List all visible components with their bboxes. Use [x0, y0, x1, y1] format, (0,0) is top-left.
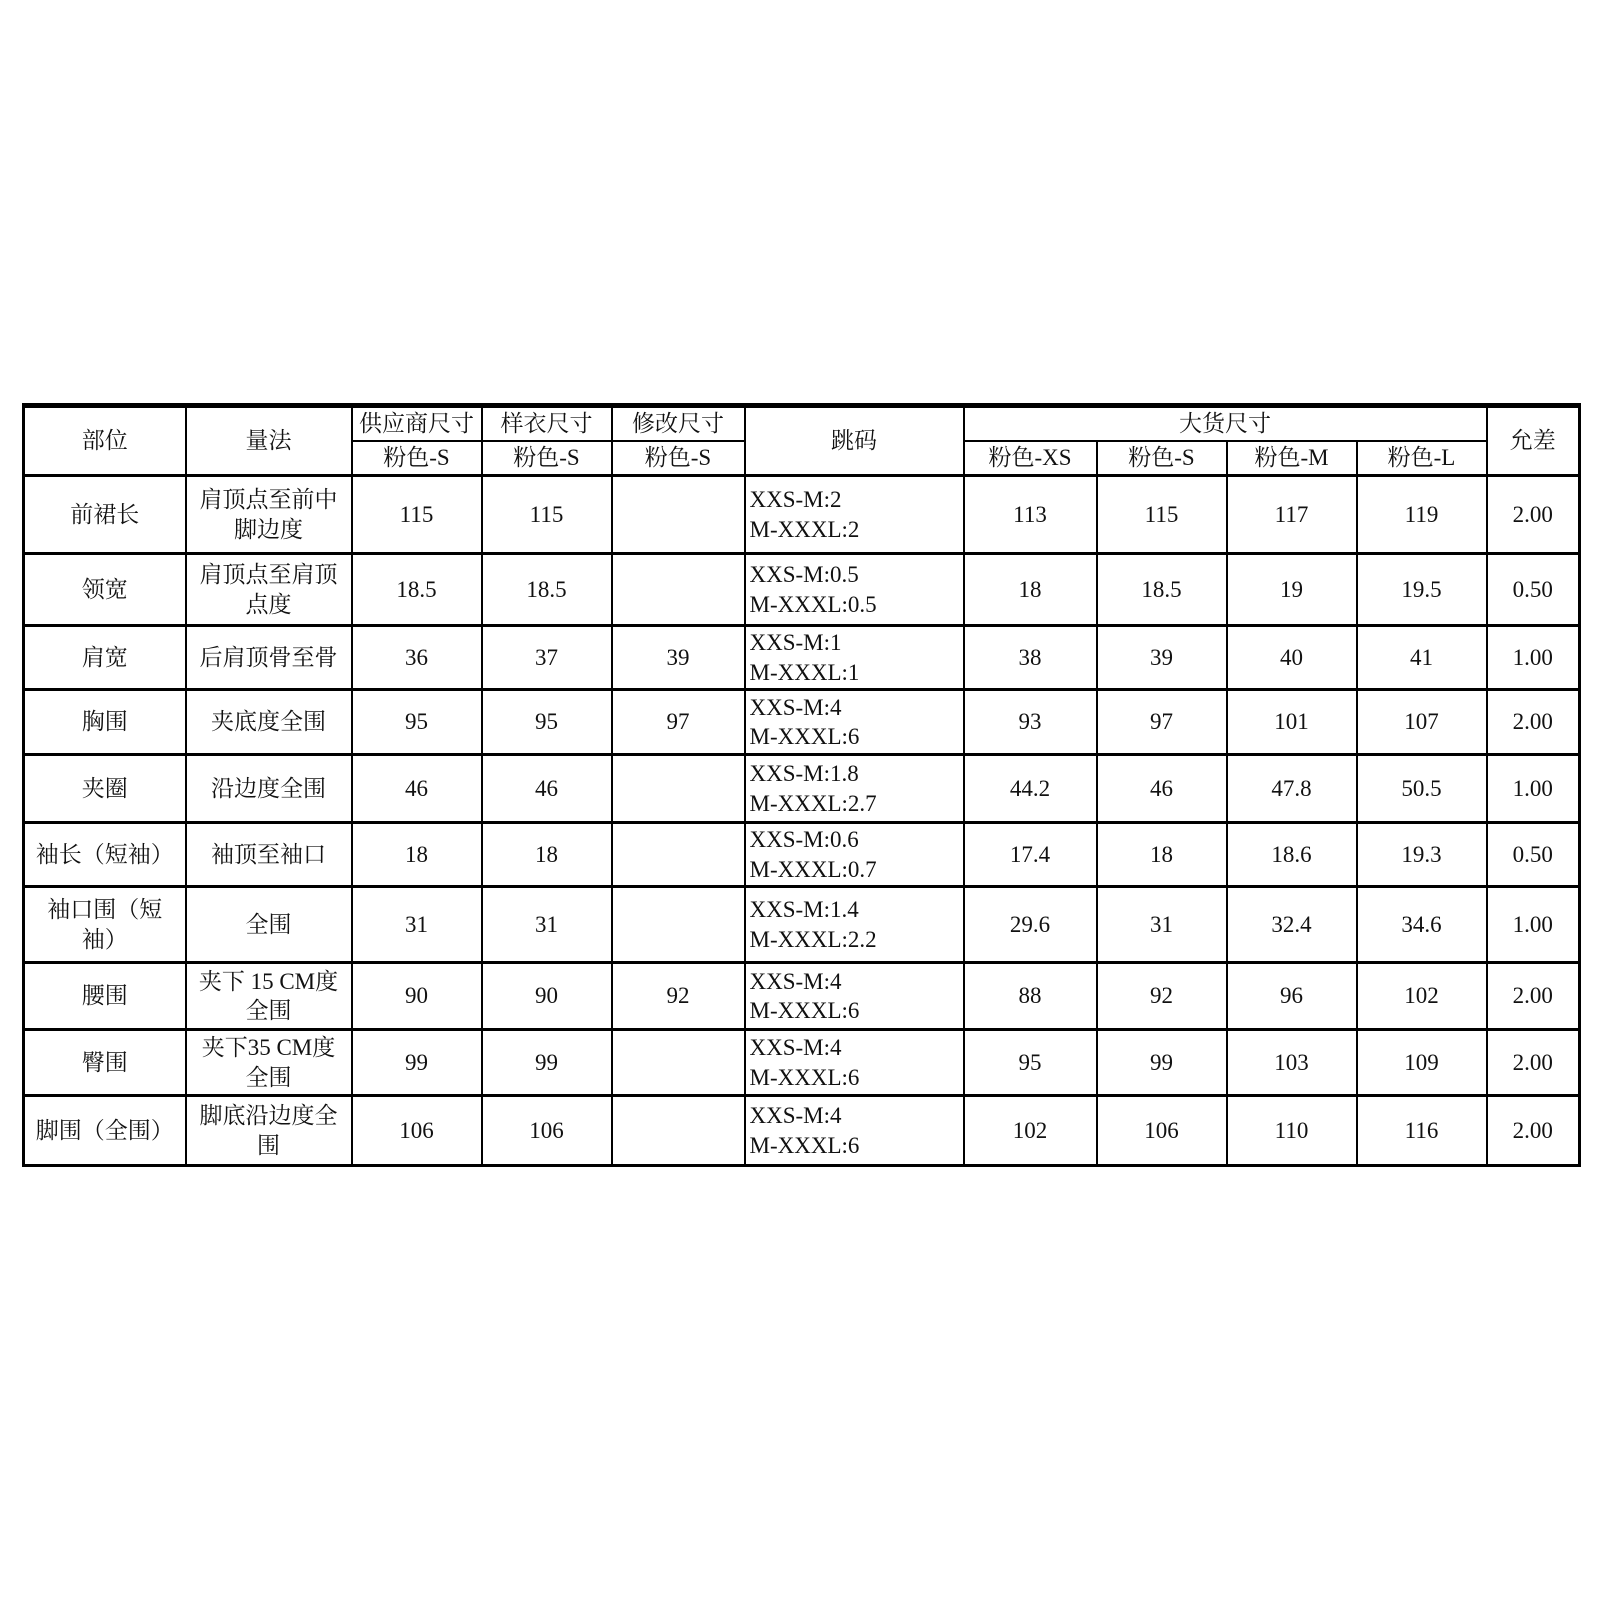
cell-method: 后肩顶骨至骨: [186, 626, 352, 690]
cell-tolerance: 1.00: [1487, 626, 1580, 690]
header-tolerance: 允差: [1487, 406, 1580, 476]
cell-tolerance: 0.50: [1487, 823, 1580, 887]
header-grading: 跳码: [745, 406, 964, 476]
cell-sample-size: 46: [482, 755, 612, 823]
cell-supplier-size: 46: [352, 755, 482, 823]
cell-supplier-size: 18: [352, 823, 482, 887]
cell-bulk-xs: 44.2: [964, 755, 1097, 823]
cell-bulk-l: 41: [1357, 626, 1487, 690]
cell-modified-size: [612, 1030, 745, 1096]
header-modified-size: 修改尺寸: [612, 406, 745, 441]
cell-method: 夹底度全围: [186, 690, 352, 755]
cell-method: 肩顶点至前中 脚边度: [186, 476, 352, 554]
cell-bulk-m: 101: [1227, 690, 1357, 755]
cell-method: 肩顶点至肩顶 点度: [186, 554, 352, 626]
cell-sample-size: 99: [482, 1030, 612, 1096]
table-row: [24, 1096, 1580, 1166]
cell-part: 袖口围（短 袖）: [24, 887, 186, 963]
table-row: [24, 963, 1580, 1030]
cell-part: 腰围: [24, 963, 186, 1030]
cell-bulk-l: 34.6: [1357, 887, 1487, 963]
cell-sample-size: 18: [482, 823, 612, 887]
cell-part: 脚围（全围）: [24, 1096, 186, 1166]
cell-bulk-xs: 95: [964, 1030, 1097, 1096]
cell-grading: XXS-M:4 M-XXXL:6: [745, 963, 964, 1030]
cell-supplier-size: 31: [352, 887, 482, 963]
cell-bulk-xs: 18: [964, 554, 1097, 626]
cell-bulk-m: 103: [1227, 1030, 1357, 1096]
cell-bulk-l: 107: [1357, 690, 1487, 755]
cell-modified-size: 97: [612, 690, 745, 755]
cell-part: 臀围: [24, 1030, 186, 1096]
header-bulk-xs: 粉色-XS: [964, 441, 1097, 476]
cell-grading: XXS-M:0.5 M-XXXL:0.5: [745, 554, 964, 626]
cell-bulk-l: 116: [1357, 1096, 1487, 1166]
cell-grading: XXS-M:2 M-XXXL:2: [745, 476, 964, 554]
table-row: [24, 476, 1580, 554]
table-body: [24, 476, 1580, 1166]
header-sample-size: 样衣尺寸: [482, 406, 612, 441]
cell-bulk-l: 19.5: [1357, 554, 1487, 626]
cell-grading: XXS-M:1 M-XXXL:1: [745, 626, 964, 690]
cell-supplier-size: 18.5: [352, 554, 482, 626]
cell-tolerance: 2.00: [1487, 963, 1580, 1030]
cell-modified-size: [612, 823, 745, 887]
header-bulk-size: 大货尺寸: [964, 406, 1487, 441]
cell-bulk-m: 110: [1227, 1096, 1357, 1166]
cell-bulk-xs: 17.4: [964, 823, 1097, 887]
header-supplier-sub: 粉色-S: [352, 441, 482, 476]
cell-tolerance: 2.00: [1487, 1030, 1580, 1096]
cell-grading: XXS-M:1.4 M-XXXL:2.2: [745, 887, 964, 963]
cell-supplier-size: 115: [352, 476, 482, 554]
cell-part: 领宽: [24, 554, 186, 626]
cell-bulk-l: 109: [1357, 1030, 1487, 1096]
cell-tolerance: 1.00: [1487, 887, 1580, 963]
header-sample-sub: 粉色-S: [482, 441, 612, 476]
cell-grading: XXS-M:1.8 M-XXXL:2.7: [745, 755, 964, 823]
cell-bulk-l: 19.3: [1357, 823, 1487, 887]
cell-part: 袖长（短袖）: [24, 823, 186, 887]
cell-modified-size: [612, 554, 745, 626]
cell-bulk-s: 39: [1097, 626, 1227, 690]
table-row: [24, 823, 1580, 887]
cell-bulk-s: 99: [1097, 1030, 1227, 1096]
cell-bulk-xs: 38: [964, 626, 1097, 690]
table-row: [24, 554, 1580, 626]
cell-part: 肩宽: [24, 626, 186, 690]
table-row: [24, 887, 1580, 963]
cell-sample-size: 106: [482, 1096, 612, 1166]
cell-sample-size: 31: [482, 887, 612, 963]
header-bulk-m: 粉色-M: [1227, 441, 1357, 476]
cell-bulk-l: 50.5: [1357, 755, 1487, 823]
size-spec-table: [22, 403, 1581, 1167]
cell-bulk-xs: 113: [964, 476, 1097, 554]
cell-sample-size: 18.5: [482, 554, 612, 626]
cell-modified-size: [612, 476, 745, 554]
cell-bulk-s: 106: [1097, 1096, 1227, 1166]
cell-grading: XXS-M:4 M-XXXL:6: [745, 690, 964, 755]
cell-part: 前裙长: [24, 476, 186, 554]
cell-modified-size: 92: [612, 963, 745, 1030]
cell-sample-size: 115: [482, 476, 612, 554]
cell-bulk-s: 18.5: [1097, 554, 1227, 626]
header-bulk-s: 粉色-S: [1097, 441, 1227, 476]
cell-tolerance: 2.00: [1487, 1096, 1580, 1166]
cell-bulk-xs: 88: [964, 963, 1097, 1030]
cell-method: 沿边度全围: [186, 755, 352, 823]
cell-bulk-m: 40: [1227, 626, 1357, 690]
table-row: [24, 626, 1580, 690]
header-modified-sub: 粉色-S: [612, 441, 745, 476]
table-row: [24, 690, 1580, 755]
header-part: 部位: [24, 406, 186, 476]
cell-bulk-s: 115: [1097, 476, 1227, 554]
cell-supplier-size: 90: [352, 963, 482, 1030]
cell-grading: XXS-M:0.6 M-XXXL:0.7: [745, 823, 964, 887]
cell-sample-size: 95: [482, 690, 612, 755]
cell-bulk-m: 47.8: [1227, 755, 1357, 823]
cell-method: 全围: [186, 887, 352, 963]
cell-supplier-size: 36: [352, 626, 482, 690]
cell-tolerance: 2.00: [1487, 690, 1580, 755]
cell-sample-size: 90: [482, 963, 612, 1030]
table-row: [24, 755, 1580, 823]
cell-supplier-size: 95: [352, 690, 482, 755]
header-method: 量法: [186, 406, 352, 476]
cell-bulk-m: 32.4: [1227, 887, 1357, 963]
cell-bulk-xs: 29.6: [964, 887, 1097, 963]
cell-tolerance: 2.00: [1487, 476, 1580, 554]
cell-part: 胸围: [24, 690, 186, 755]
header-bulk-l: 粉色-L: [1357, 441, 1487, 476]
cell-grading: XXS-M:4 M-XXXL:6: [745, 1096, 964, 1166]
cell-modified-size: [612, 887, 745, 963]
table-header: [24, 406, 1580, 476]
cell-modified-size: 39: [612, 626, 745, 690]
cell-bulk-m: 18.6: [1227, 823, 1357, 887]
cell-bulk-s: 18: [1097, 823, 1227, 887]
cell-bulk-m: 19: [1227, 554, 1357, 626]
header-supplier-size: 供应商尺寸: [352, 406, 482, 441]
cell-tolerance: 1.00: [1487, 755, 1580, 823]
cell-bulk-m: 117: [1227, 476, 1357, 554]
cell-grading: XXS-M:4 M-XXXL:6: [745, 1030, 964, 1096]
cell-bulk-l: 102: [1357, 963, 1487, 1030]
cell-modified-size: [612, 755, 745, 823]
cell-method: 袖顶至袖口: [186, 823, 352, 887]
header-row-1: [24, 406, 1580, 441]
cell-supplier-size: 106: [352, 1096, 482, 1166]
cell-bulk-s: 92: [1097, 963, 1227, 1030]
cell-method: 脚底沿边度全 围: [186, 1096, 352, 1166]
cell-bulk-m: 96: [1227, 963, 1357, 1030]
cell-bulk-xs: 93: [964, 690, 1097, 755]
table-row: [24, 1030, 1580, 1096]
cell-bulk-l: 119: [1357, 476, 1487, 554]
cell-supplier-size: 99: [352, 1030, 482, 1096]
cell-bulk-s: 97: [1097, 690, 1227, 755]
cell-tolerance: 0.50: [1487, 554, 1580, 626]
cell-method: 夹下35 CM度 全围: [186, 1030, 352, 1096]
cell-sample-size: 37: [482, 626, 612, 690]
cell-bulk-xs: 102: [964, 1096, 1097, 1166]
size-spec-sheet: [22, 403, 1581, 1167]
cell-bulk-s: 46: [1097, 755, 1227, 823]
cell-part: 夹圈: [24, 755, 186, 823]
cell-modified-size: [612, 1096, 745, 1166]
cell-method: 夹下 15 CM度 全围: [186, 963, 352, 1030]
cell-bulk-s: 31: [1097, 887, 1227, 963]
